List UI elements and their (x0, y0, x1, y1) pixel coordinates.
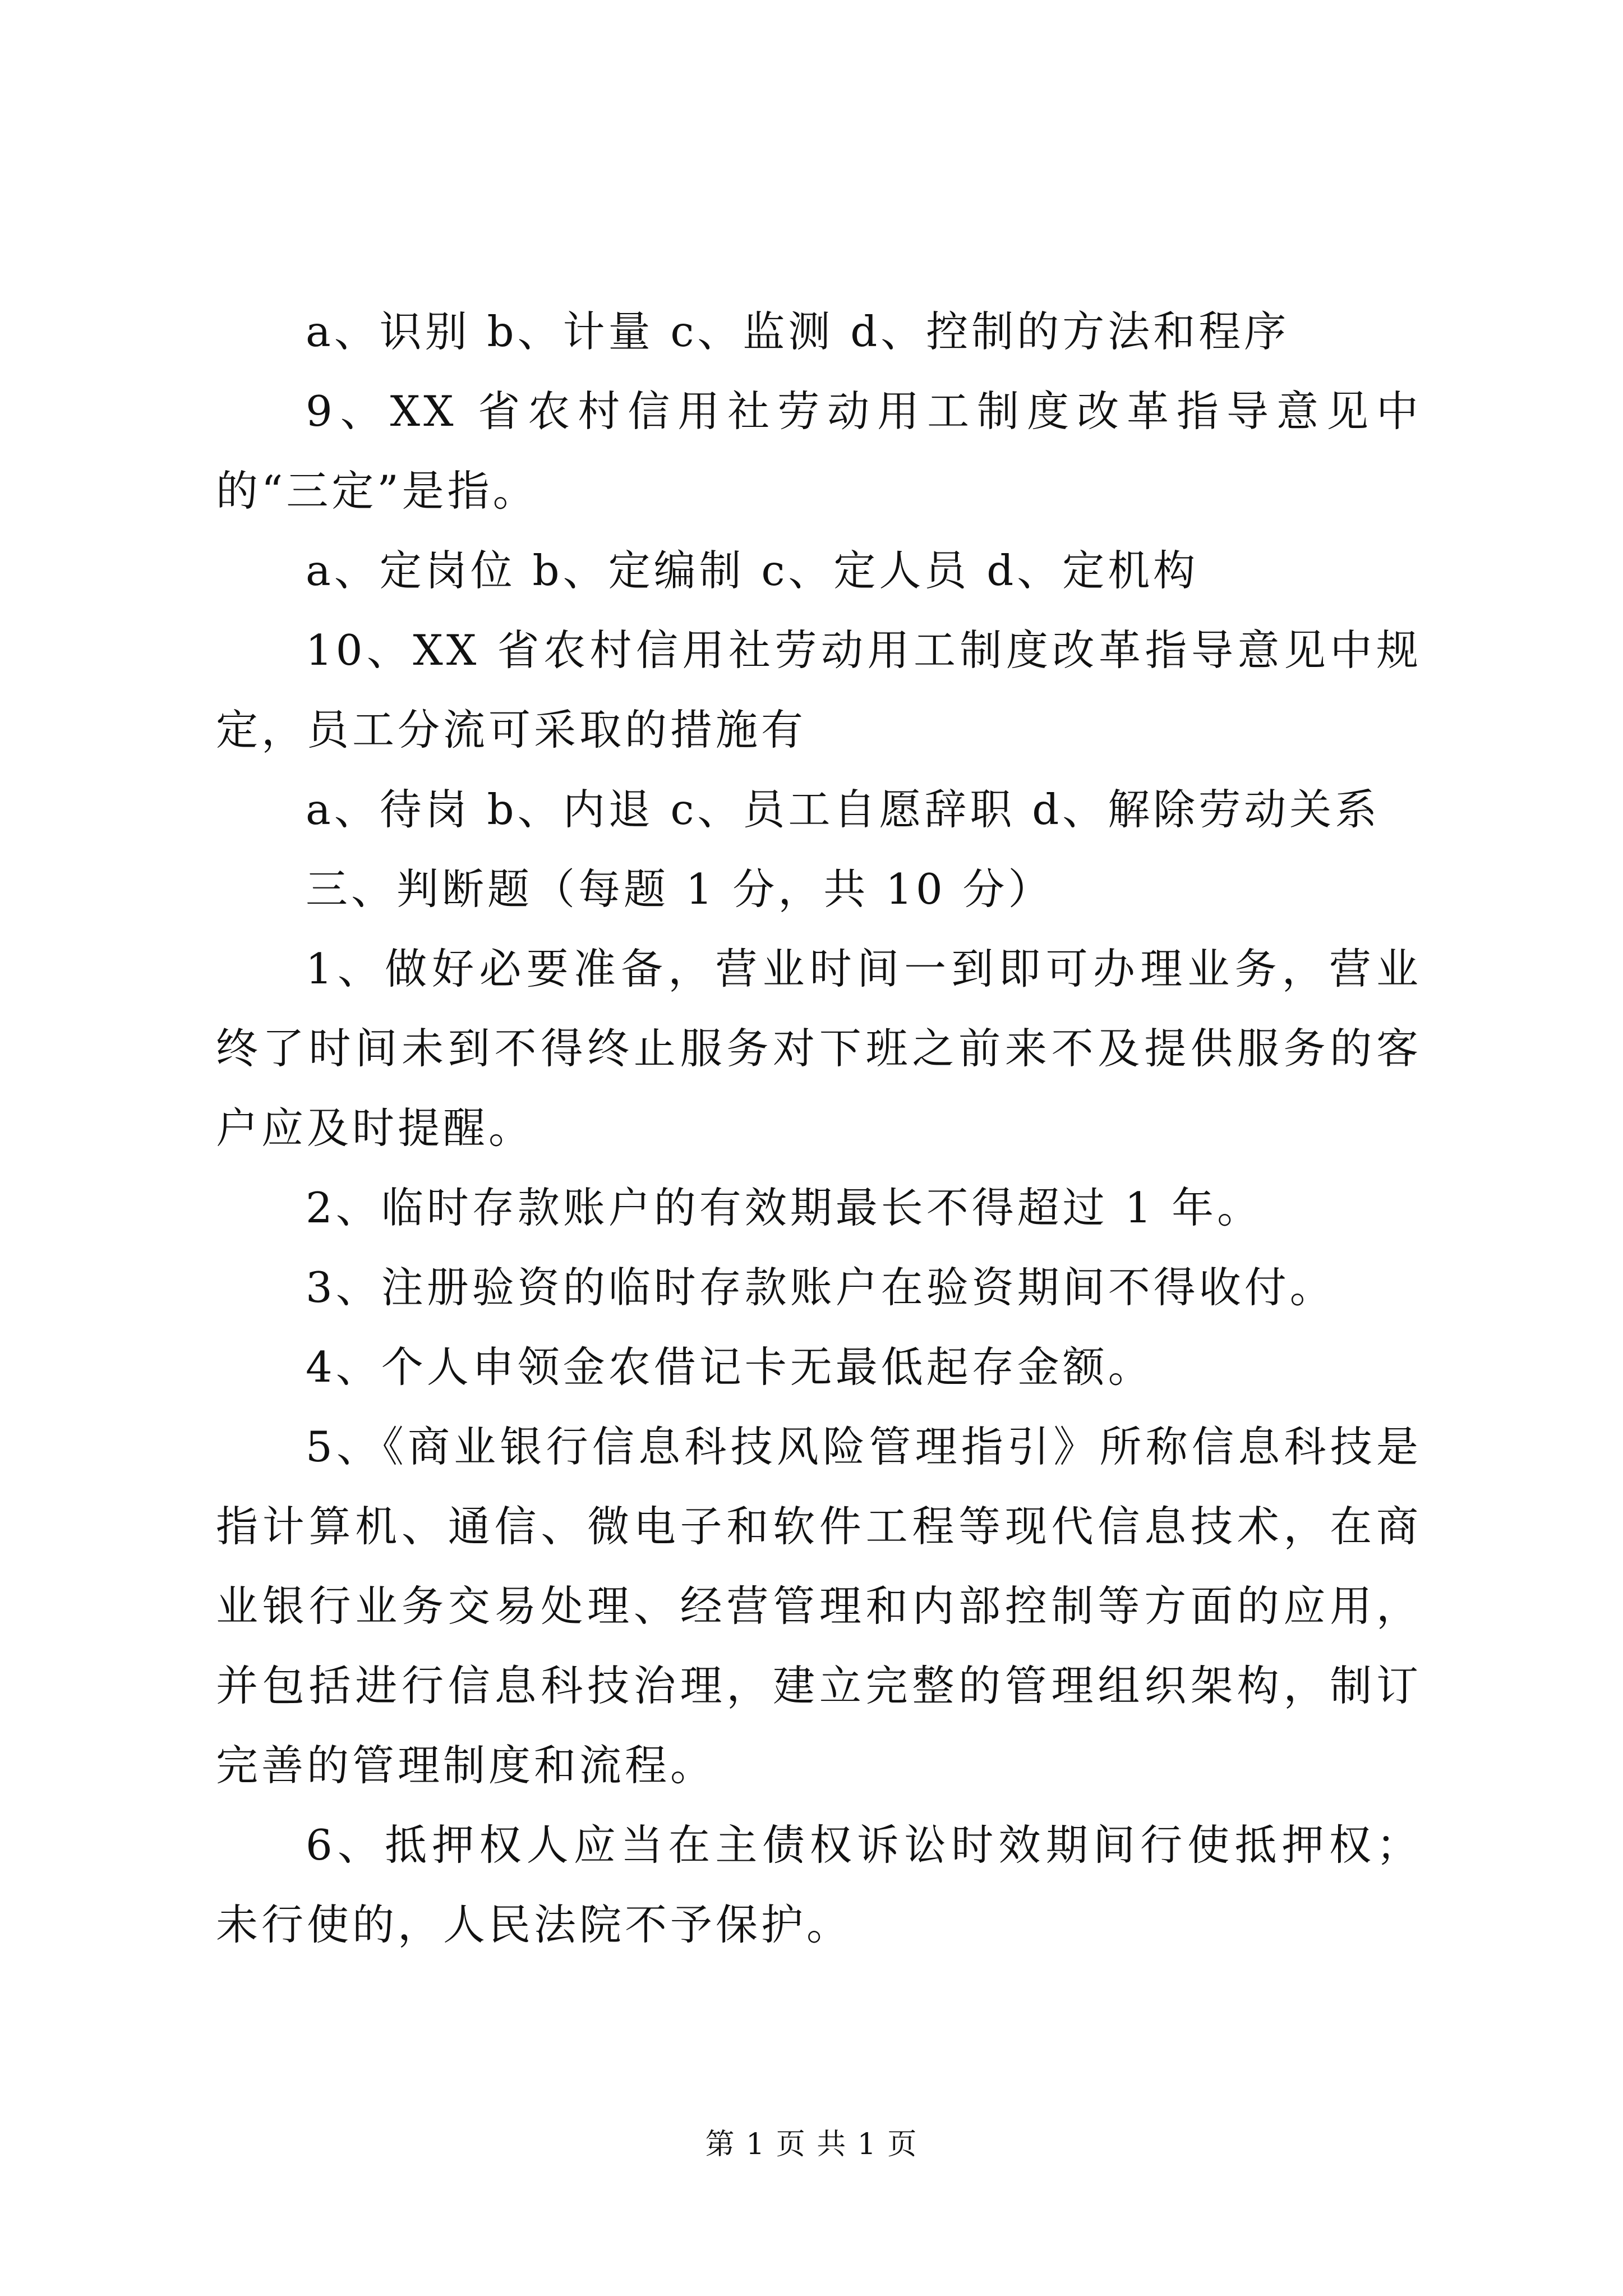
paragraph-q10: 10、XX 省农村信用社劳动用工制度改革指导意见中规定，员工分流可采取的措施有 (216, 625, 1422, 754)
paragraph-q9-options: a、定岗位 b、定编制 c、定人员 d、定机构 (306, 546, 1199, 595)
paragraph-tf2: 2、临时存款账户的有效期最长不得超过 1 年。 (306, 1183, 1263, 1232)
paragraph-tf3: 3、注册验资的临时存款账户在验资期间不得收付。 (306, 1263, 1335, 1312)
paragraph-q9: 9、XX 省农村信用社劳动用工制度改革指导意见中的“三定”是指。 (216, 386, 1422, 516)
document-body (216, 292, 1422, 1964)
section-heading-true-false: 三、判断题（每题 1 分，共 10 分） (306, 864, 1054, 914)
paragraph-tf5: 5、《商业银行信息科技风险管理指引》所称信息科技是指计算机、通信、微电子和软件工程等现代信息技术，在商业银行业务交易处理、经营管理和内部控制等方面的应用，并包括进行信息科技治理，建立完整的管理组织架构，制订完善的管理制度和流程。 (216, 1422, 1422, 1790)
paragraph-tf4: 4、个人申领金农借记卡无最低起存金额。 (306, 1342, 1154, 1392)
page-footer: 第 1 页 共 1 页 (705, 2128, 918, 2161)
paragraph-tf6: 6、抵押权人应当在主债权诉讼时效期间行使抵押权；未行使的，人民法院不予保护。 (216, 1820, 1422, 1949)
paragraph-tf1: 1、做好必要准备，营业时间一到即可办理业务，营业终了时间未到不得终止服务对下班之前来不及提供服务的客户应及时提醒。 (216, 944, 1422, 1153)
paragraph-q10-options: a、待岗 b、内退 c、员工自愿辞职 d、解除劳动关系 (306, 785, 1381, 834)
paragraph-q8-options: a、识别 b、计量 c、监测 d、控制的方法和程序 (306, 307, 1290, 356)
